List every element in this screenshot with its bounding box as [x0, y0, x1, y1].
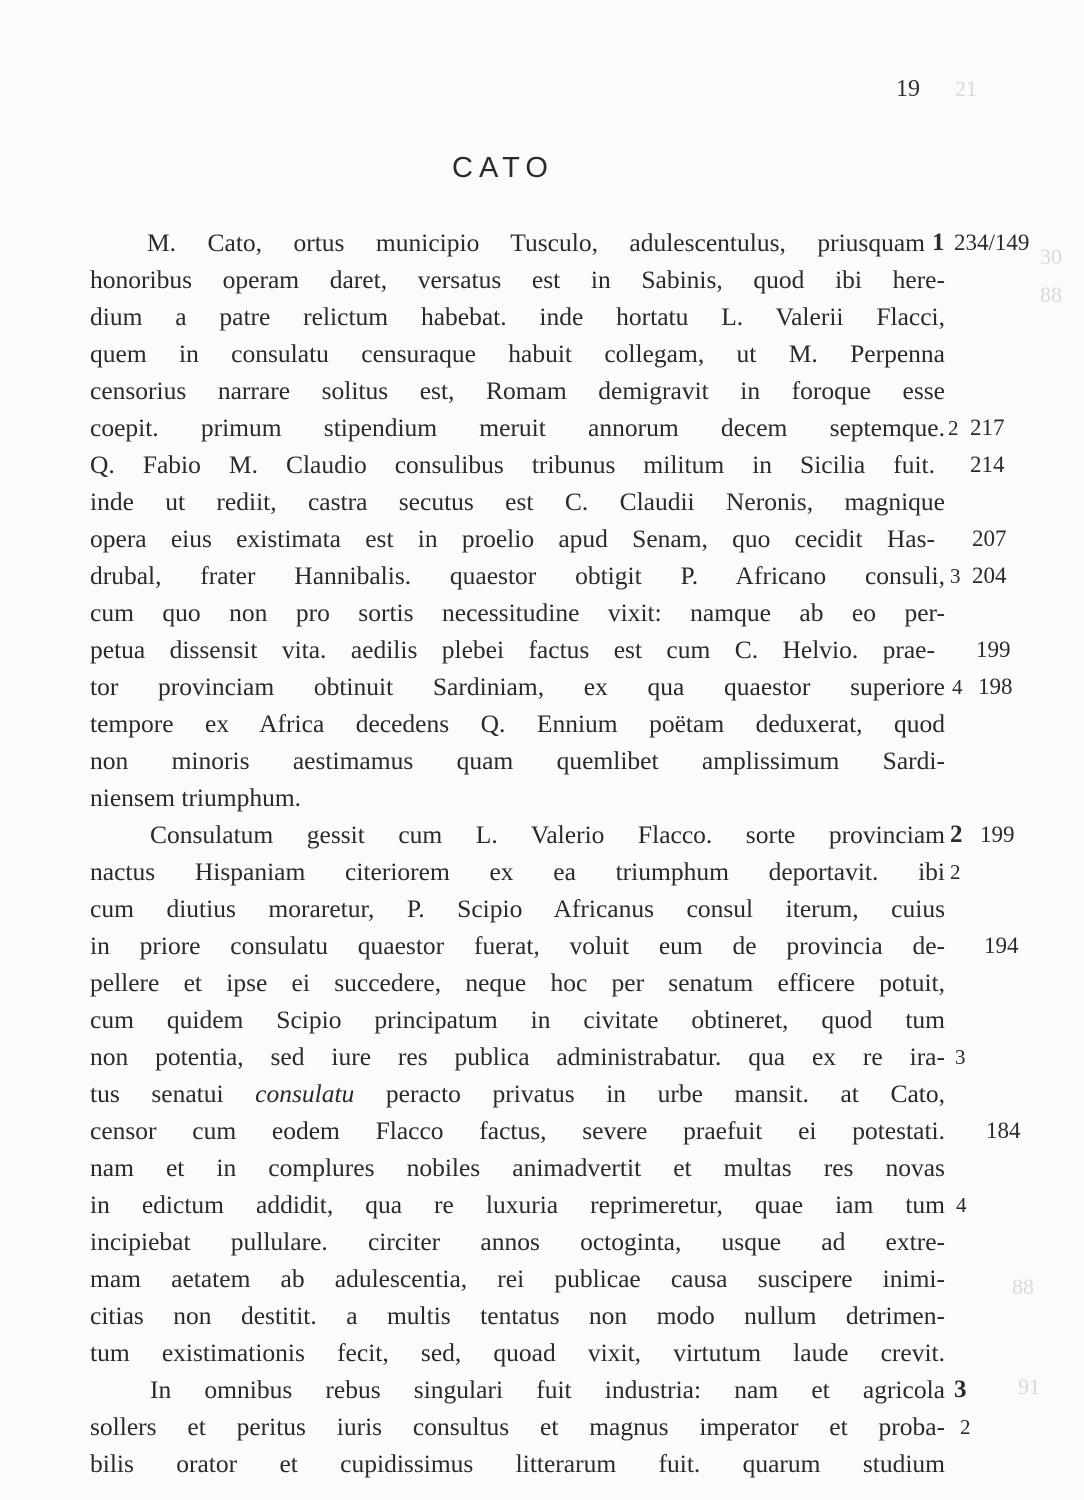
chapter-number: 3 — [955, 1045, 966, 1069]
text-line: in priore consulatu quaestor fuerat, voluit eum de provincia de- — [90, 931, 945, 960]
text-line: in edictum addidit, qua re luxuria reprimeretur, quae iam tum — [90, 1190, 945, 1219]
text-line: tempore ex Africa decedens Q. Ennium poëtam deduxerat, quod — [90, 709, 945, 738]
margin-year: 199 — [980, 822, 1015, 847]
text-line: In omnibus rebus singulari fuit industria: nam et agricola — [150, 1375, 945, 1404]
text-line: citias non destitit. a multis tentatus non modo nullum detrimen- — [90, 1301, 945, 1330]
text-line: honoribus operam daret, versatus est in Sabinis, quod ibi here- — [90, 265, 945, 294]
text-line: cum quo non pro sortis necessitudine vixit: namque ab eo per- — [90, 598, 945, 627]
margin-year: 207 — [972, 526, 1007, 551]
text-line: censorius narrare solitus est, Romam demigravit in foroque esse — [90, 376, 945, 405]
bleed-margin-number: 88 — [1040, 282, 1062, 307]
chapter-number: 4 — [956, 1193, 967, 1217]
text-line: opera eius existimata est in proelio apud Senam, quo cecidit Has- — [90, 524, 935, 553]
text-line: Q. Fabio M. Claudio consulibus tribunus militum in Sicilia fuit. — [90, 450, 935, 479]
text-run: tus senatui — [90, 1079, 256, 1108]
bleed-page-number: 21 — [955, 76, 977, 101]
chapter-number: 2 — [950, 860, 961, 884]
text-line: nactus Hispaniam citeriorem ex ea triumphum deportavit. ibi — [90, 857, 945, 886]
bleed-margin-number: 30 — [1040, 244, 1062, 269]
text-line: dium a patre relictum habebat. inde hortatu L. Valerii Flacci, — [90, 302, 945, 331]
text-line — [90, 1076, 945, 1112]
text-line: tum existimationis fecit, sed, quoad vixit, virtutum laude crevit. — [90, 1338, 945, 1367]
text-line: sollers et peritus iuris consultus et magnus imperator et proba- — [90, 1412, 945, 1441]
text-line: tor provinciam obtinuit Sardiniam, ex qua quaestor superiore — [90, 672, 945, 701]
margin-year: 194 — [984, 933, 1019, 958]
text-line: non minoris aestimamus quam quemlibet amplissimum Sardi- — [90, 746, 945, 775]
margin-year: 217 — [970, 415, 1005, 440]
text-line: nam et in complures nobiles animadvertit et multas res novas — [90, 1153, 945, 1182]
bleed-margin-number: 91 — [1018, 1374, 1040, 1399]
margin-year: 214 — [970, 452, 1005, 477]
text-line: cum quidem Scipio principatum in civitate obtineret, quod tum — [90, 1005, 945, 1034]
page-number: 19 — [896, 76, 920, 102]
chapter-number: 3 — [950, 564, 961, 588]
margin-year: 199 — [976, 637, 1011, 662]
text-line: Consulatum gessit cum L. Valerio Flacco. sorte provinciam — [150, 820, 945, 849]
text-line: niensem triumphum. — [90, 783, 302, 812]
text-line: quem in consulatu censuraque habuit collegam, ut M. Perpenna — [90, 339, 945, 368]
italic-text-run: consulatu — [255, 1079, 355, 1108]
text-line: bilis orator et cupidissimus litterarum fuit. quarum studium — [90, 1449, 945, 1478]
text-line: inde ut rediit, castra secutus est C. Claudii Neronis, magnique — [90, 487, 945, 516]
section-number: 1 — [932, 229, 945, 256]
margin-year: 198 — [978, 674, 1013, 699]
section-number: 2 — [950, 821, 963, 848]
text-line: censor cum eodem Flacco factus, severe praefuit ei potestati. — [90, 1116, 945, 1145]
text-line: drubal, frater Hannibalis. quaestor obtigit P. Africano consuli, — [90, 561, 945, 590]
text-line: cum diutius moraretur, P. Scipio Africanus consul iterum, cuius — [90, 894, 945, 923]
text-line: coepit. primum stipendium meruit annorum decem septemque. — [90, 413, 945, 442]
chapter-number: 2 — [960, 1415, 971, 1439]
text-line: non potentia, sed iure res publica administrabatur. qua ex re ira- — [90, 1042, 945, 1071]
margin-year: 184 — [986, 1118, 1021, 1143]
text-line: mam aetatem ab adulescentia, rei publicae causa suscipere inimi- — [90, 1264, 945, 1293]
bleed-margin-number: 88 — [1012, 1274, 1034, 1299]
text-line: petua dissensit vita. aedilis plebei factus est cum C. Helvio. prae- — [90, 635, 935, 664]
text-run: peracto privatus in urbe mansit. at Cato, — [354, 1079, 945, 1108]
margin-year: 204 — [972, 563, 1007, 588]
text-line: M. Cato, ortus municipio Tusculo, adulescentulus, priusquam — [147, 228, 925, 257]
chapter-number: 4 — [952, 675, 963, 699]
section-number: 3 — [954, 1376, 967, 1403]
chapter-number: 2 — [948, 416, 959, 440]
margin-year: 234/149 — [954, 230, 1030, 255]
text-line: incipiebat pullulare. circiter annos octoginta, usque ad extre- — [90, 1227, 945, 1256]
text-line: pellere et ipse ei succedere, neque hoc per senatum efficere potuit, — [90, 968, 945, 997]
page-title: CATO — [452, 152, 554, 184]
